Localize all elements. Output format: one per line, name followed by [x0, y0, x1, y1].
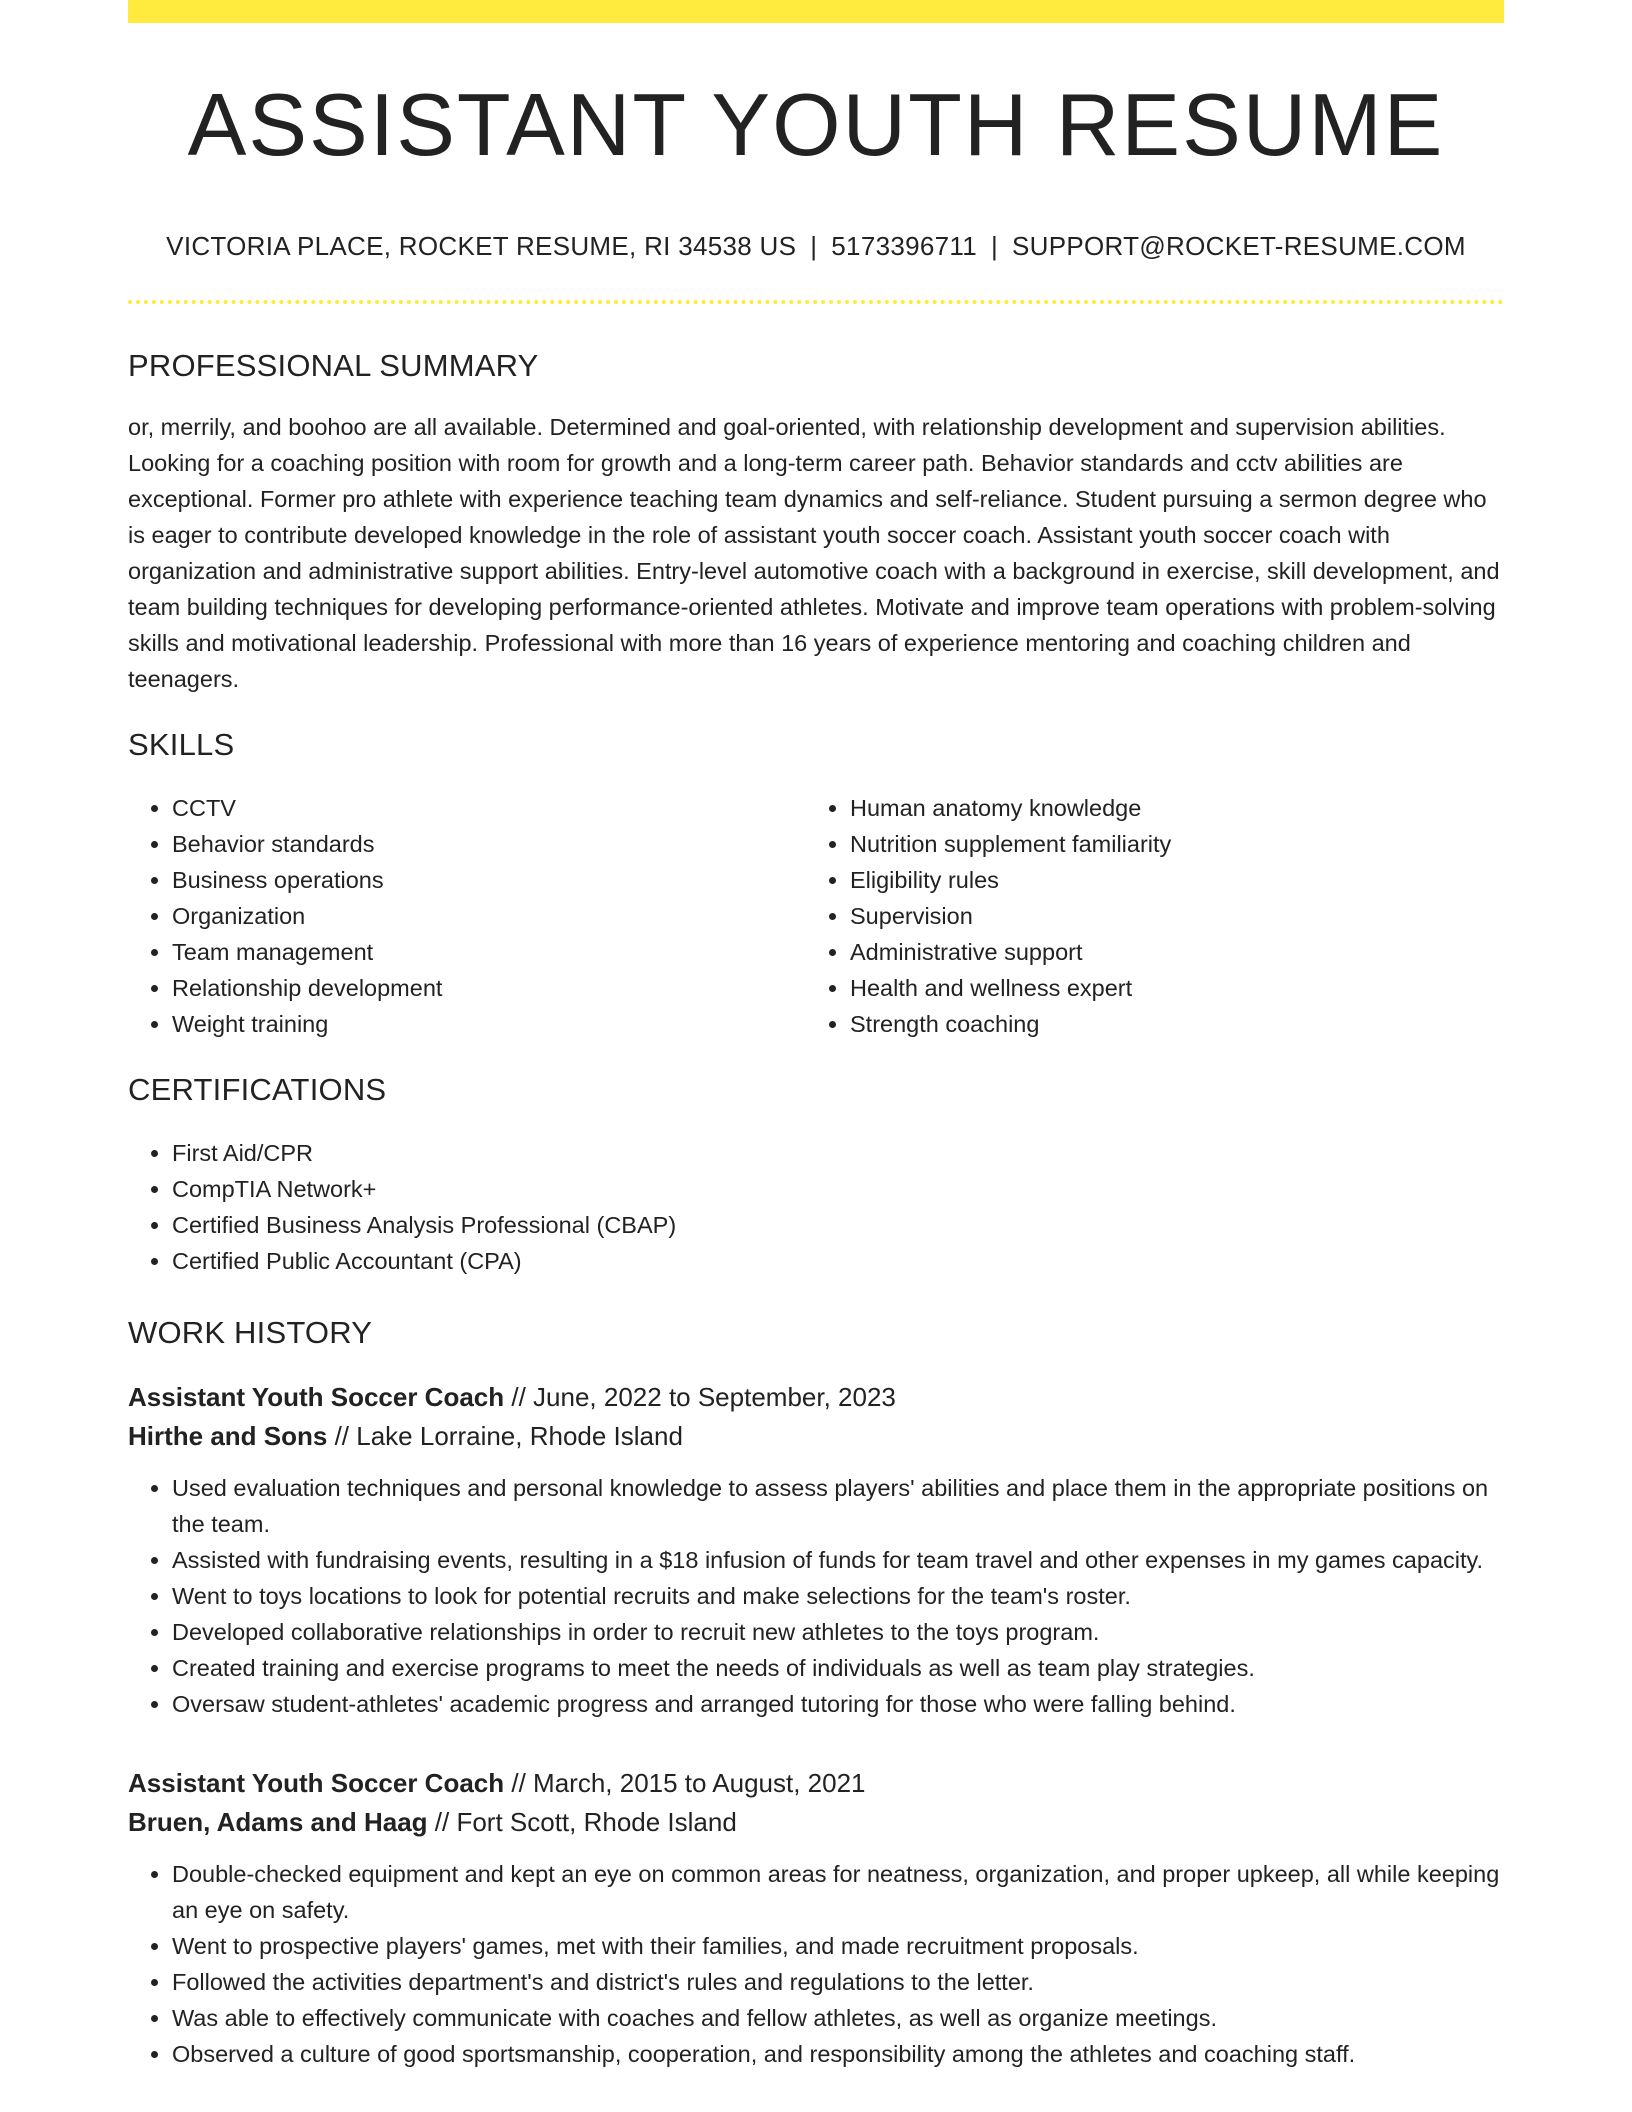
job-bullet: • Followed the activities department's and district's rules and regulations to the letter. [172, 1964, 1504, 2000]
job-company-line [128, 1803, 1504, 1842]
job-bullet: • Went to prospective players' games, met with their families, and made recruitment proposals. [172, 1928, 1504, 1964]
job-location: Fort Scott, Rhode Island [456, 1807, 737, 1837]
certifications-list [128, 1135, 1504, 1279]
work-history-heading: WORK HISTORY [128, 1315, 373, 1350]
skill-item: • Relationship development [172, 970, 806, 1006]
job-bullet: • Was able to effectively communicate with coaches and fellow athletes, as well as organize meetings. [172, 2000, 1504, 2036]
dotted-divider [128, 300, 1504, 304]
contact-phone: 5173396711 [831, 231, 977, 261]
skills-right-column [806, 790, 1484, 1042]
skill-item: • Business operations [172, 862, 806, 898]
certification-item: • CompTIA Network+ [172, 1171, 1504, 1207]
job-bullet: • Developed collaborative relationships in order to recruit new athletes to the toys program. [172, 1614, 1504, 1650]
job-company: Hirthe and Sons [128, 1421, 328, 1451]
skill-item: • Nutrition supplement familiarity [850, 826, 1484, 862]
skill-item: • Eligibility rules [850, 862, 1484, 898]
skill-item: • Health and wellness expert [850, 970, 1484, 1006]
job-separator: // [327, 1421, 357, 1451]
skill-item: • CCTV [172, 790, 806, 826]
job-separator: // [427, 1807, 457, 1837]
job-bullet: • Observed a culture of good sportsmanship, cooperation, and responsibility among the athletes and coaching staff. [172, 2036, 1504, 2072]
contact-email: SUPPORT@ROCKET-RESUME.COM [1012, 231, 1466, 261]
contact-separator: | [810, 231, 818, 261]
job-dates: June, 2022 to September, 2023 [533, 1382, 896, 1412]
job-bullet: • Went to toys locations to look for potential recruits and make selections for the team's roster. [172, 1578, 1504, 1614]
job-title: Assistant Youth Soccer Coach [128, 1382, 505, 1412]
job-bullet: • Created training and exercise programs to meet the needs of individuals as well as team play strategies. [172, 1650, 1504, 1686]
skill-item: • Team management [172, 934, 806, 970]
job-bullet: • Oversaw student-athletes' academic progress and arranged tutoring for those who were falling behind. [172, 1686, 1504, 1722]
job-bullet: • Double-checked equipment and kept an eye on common areas for neatness, organization, and proper upkeep, all while keeping an eye on safety. [172, 1856, 1504, 1928]
job-company-line [128, 1417, 1504, 1456]
skill-item: • Weight training [172, 1006, 806, 1042]
skill-item: • Administrative support [850, 934, 1484, 970]
contact-separator: | [990, 231, 999, 261]
skills-heading: SKILLS [128, 727, 235, 762]
job-bullet: • Used evaluation techniques and personal knowledge to assess players' abilities and place them in the appropriate positions on the team. [172, 1470, 1504, 1542]
resume-page [128, 0, 1504, 2072]
skill-item: • Organization [172, 898, 806, 934]
contact-line [128, 233, 1504, 259]
summary-heading: PROFESSIONAL SUMMARY [128, 348, 539, 383]
job-bullet: • Assisted with fundraising events, resulting in a $18 infusion of funds for team travel and other expenses in my games capacity. [172, 1542, 1504, 1578]
certification-item: • Certified Public Accountant (CPA) [172, 1243, 1504, 1279]
contact-address: VICTORIA PLACE, ROCKET RESUME, RI 34538 US [166, 231, 797, 261]
job-location: Lake Lorraine, Rhode Island [356, 1421, 683, 1451]
skills-left-column [128, 790, 806, 1042]
job-separator: // [504, 1382, 534, 1412]
summary-text: or, merrily, and boohoo are all available. Determined and goal-oriented, with relationship development and supervision abilities. Looking for a coaching position with room for growth and a long-term career path. Behavior standards and cctv abilities are exceptional. Former pro athlete with experience teaching team dynamics and self-reliance. Student pursuing a sermon degree who is eager to contribute developed knowledge in the role of assistant youth soccer coach. Assistant youth soccer coach with organization and administrative support abilities. Entry-level automotive coach with a background in exercise, skill development, and team building techniques for developing performance-oriented athletes. Motivate and improve team operations with problem-solving skills and motivational leadership. Professional with more than 16 years of experience mentoring and coaching children and teenagers. [128, 414, 1500, 692]
skill-item: • Strength coaching [850, 1006, 1484, 1042]
skill-item: • Behavior standards [172, 826, 806, 862]
job-entry [128, 1764, 1504, 2072]
job-separator: // [504, 1768, 534, 1798]
skill-item: • Supervision [850, 898, 1484, 934]
resume-title: ASSISTANT YOUTH RESUME [187, 75, 1445, 174]
skills-grid [128, 790, 1504, 1042]
certifications-heading: CERTIFICATIONS [128, 1072, 387, 1107]
job-bullets [128, 1856, 1504, 2072]
job-title-line [128, 1378, 1504, 1417]
certification-item: • First Aid/CPR [172, 1135, 1504, 1171]
top-accent-bar [128, 0, 1504, 23]
job-company: Bruen, Adams and Haag [128, 1807, 428, 1837]
skill-item: • Human anatomy knowledge [850, 790, 1484, 826]
job-bullets [128, 1470, 1504, 1722]
job-dates: March, 2015 to August, 2021 [533, 1768, 866, 1798]
job-title: Assistant Youth Soccer Coach [128, 1768, 505, 1798]
job-title-line [128, 1764, 1504, 1803]
certification-item: • Certified Business Analysis Professional (CBAP) [172, 1207, 1504, 1243]
job-entry [128, 1378, 1504, 1722]
